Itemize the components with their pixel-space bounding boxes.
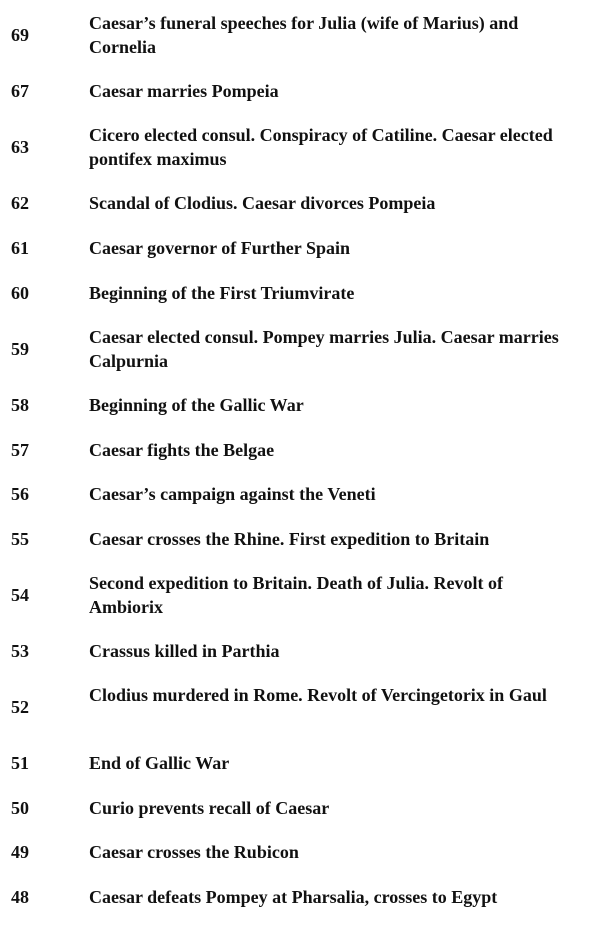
- event-cell: Caesar governor of Further Spain: [89, 238, 350, 258]
- year-cell: 67: [11, 81, 29, 101]
- event-cell: Caesar marries Pompeia: [89, 81, 279, 101]
- year-cell: 69: [11, 25, 29, 45]
- timeline-row: [0, 751, 600, 775]
- event-cell: Beginning of the Gallic War: [89, 395, 304, 415]
- event-cell: Scandal of Clodius. Caesar divorces Pompeia: [89, 193, 436, 213]
- year-cell: 63: [11, 137, 29, 157]
- timeline-row: [0, 325, 600, 373]
- event-cell: Caesar’s funeral speeches for Julia (wife of Marius) and Cornelia: [89, 13, 519, 57]
- year-cell: 55: [11, 529, 29, 549]
- event-cell: Curio prevents recall of Caesar: [89, 798, 330, 818]
- timeline-row: [0, 683, 600, 731]
- timeline-row: [0, 191, 600, 215]
- year-cell: 49: [11, 842, 29, 862]
- event-cell: Caesar crosses the Rubicon: [89, 842, 299, 862]
- timeline-row: [0, 79, 600, 103]
- year-cell: 60: [11, 283, 29, 303]
- year-cell: 62: [11, 193, 29, 213]
- timeline-row: [0, 639, 600, 663]
- year-cell: 50: [11, 798, 29, 818]
- timeline-row: [0, 885, 600, 909]
- event-cell: Crassus killed in Parthia: [89, 641, 280, 661]
- event-cell: Beginning of the First Triumvirate: [89, 283, 355, 303]
- event-cell: Caesar fights the Belgae: [89, 440, 275, 460]
- year-cell: 57: [11, 440, 29, 460]
- timeline-row: [0, 236, 600, 260]
- year-cell: 53: [11, 641, 29, 661]
- event-cell: Caesar elected consul. Pompey marries Julia. Caesar marries Calpurnia: [89, 327, 559, 371]
- timeline-row: [0, 123, 600, 171]
- year-cell: 58: [11, 395, 29, 415]
- event-cell: Caesar’s campaign against the Veneti: [89, 484, 376, 504]
- year-cell: 59: [11, 339, 29, 359]
- event-cell: Caesar defeats Pompey at Pharsalia, crosses to Egypt: [89, 887, 498, 907]
- event-cell: Clodius murdered in Rome. Revolt of Vercingetorix in Gaul: [89, 685, 547, 705]
- timeline-row: [0, 393, 600, 417]
- timeline-row: [0, 527, 600, 551]
- year-cell: 52: [11, 697, 29, 717]
- timeline-row: [0, 11, 600, 59]
- year-cell: 51: [11, 753, 29, 773]
- event-cell: End of Gallic War: [89, 753, 230, 773]
- year-cell: 54: [11, 585, 29, 605]
- timeline-row: [0, 796, 600, 820]
- year-cell: 56: [11, 484, 29, 504]
- event-cell: Caesar crosses the Rhine. First expedition to Britain: [89, 529, 490, 549]
- timeline-row: [0, 482, 600, 506]
- timeline-row: [0, 281, 600, 305]
- event-cell: Cicero elected consul. Conspiracy of Catiline. Caesar elected pontifex maximus: [89, 125, 553, 169]
- year-cell: 61: [11, 238, 29, 258]
- timeline-row: [0, 438, 600, 462]
- timeline-row: [0, 840, 600, 864]
- year-cell: 48: [11, 887, 29, 907]
- timeline-row: [0, 571, 600, 619]
- event-cell: Second expedition to Britain. Death of Julia. Revolt of Ambiorix: [89, 573, 503, 617]
